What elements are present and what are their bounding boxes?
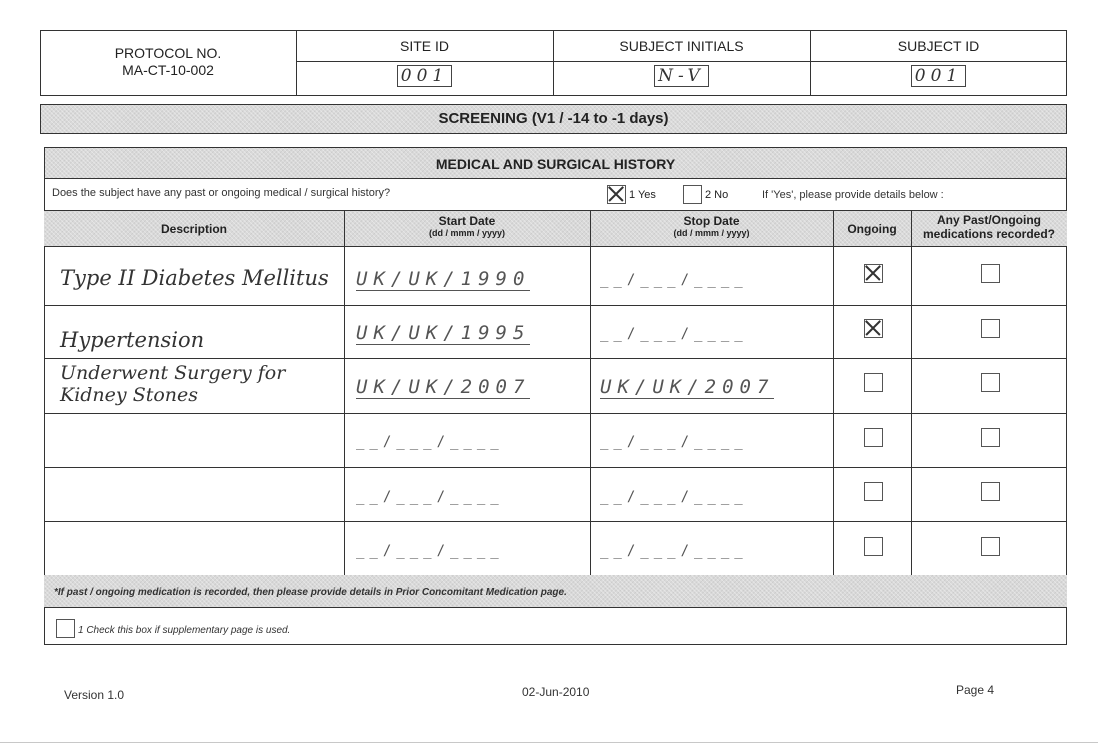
row-3-ongoing-checkbox[interactable] [864, 373, 883, 392]
row-6-ongoing-checkbox[interactable] [864, 537, 883, 556]
yes-checkbox[interactable] [607, 185, 626, 204]
row-4-ongoing-checkbox[interactable] [864, 428, 883, 447]
history-question: Does the subject have any past or ongoing medical / surgical history? [52, 187, 391, 199]
site-id-value: 001 [397, 65, 452, 87]
row-5-start-date[interactable]: __/___/____ [356, 489, 504, 505]
row-6-start-date[interactable]: __/___/____ [356, 543, 504, 559]
row-1-medications-checkbox[interactable] [981, 264, 1000, 283]
row-4-medications-checkbox[interactable] [981, 428, 1000, 447]
supplementary-checkbox[interactable] [56, 619, 75, 638]
scan-edge [0, 742, 1098, 743]
row-4-stop-date[interactable]: __/___/____ [600, 434, 748, 450]
subject-id-label: SUBJECT ID [897, 38, 980, 54]
row-line-5 [44, 521, 1067, 522]
row-1-description[interactable]: Type II Diabetes Mellitus [60, 266, 329, 290]
row-5-stop-date[interactable]: __/___/____ [600, 489, 748, 505]
row-3-medications-checkbox[interactable] [981, 373, 1000, 392]
row-line-3 [44, 413, 1067, 414]
footnote-text: *If past / ongoing medication is recorded, then please provide details in Prior Concomitant Medication page. [54, 587, 567, 598]
row-line-4 [44, 467, 1067, 468]
row-4-start-date[interactable]: __/___/____ [356, 434, 504, 450]
subject-initials-label: SUBJECT INITIALS [619, 38, 744, 54]
row-3-stop-date[interactable]: UK/UK/2007 [600, 376, 775, 398]
if-yes-instruction: If 'Yes', please provide details below : [762, 189, 944, 201]
col-stop-date [590, 214, 833, 238]
col-stop-date-format: (dd / mmm / yyyy) [673, 228, 750, 238]
protocol-label: PROTOCOL NO. [114, 45, 222, 61]
site-id-label: SITE ID [399, 38, 449, 54]
col-ongoing: Ongoing [847, 222, 897, 236]
yes-label: 1 Yes [629, 189, 656, 201]
subject-id-field[interactable] [810, 65, 1067, 87]
footer-page: Page 4 [956, 683, 995, 697]
row-1-start-date[interactable]: UK/UK/1990 [356, 268, 531, 290]
row-line-1 [44, 305, 1067, 306]
footer-date: 02-Jun-2010 [522, 685, 590, 699]
header-row-divider [296, 61, 1067, 62]
col-start-date-format: (dd / mmm / yyyy) [428, 228, 506, 238]
col-medications: Any Past/Ongoing medications recorded? [922, 213, 1056, 241]
col-description: Description [160, 222, 227, 236]
row-1-ongoing-checkbox[interactable] [864, 264, 883, 283]
row-2-stop-date[interactable]: __/___/____ [600, 326, 748, 342]
visit-banner [40, 104, 1067, 134]
protocol-value: MA-CT-10-002 [122, 62, 214, 78]
subject-id-value: 001 [911, 65, 966, 87]
row-2-ongoing-checkbox[interactable] [864, 319, 883, 338]
col-stop-date-title: Stop Date [683, 214, 740, 228]
subject-initials-value: N-V [654, 65, 709, 87]
row-6-medications-checkbox[interactable] [981, 537, 1000, 556]
footnote-bar [44, 575, 1067, 608]
row-2-medications-checkbox[interactable] [981, 319, 1000, 338]
row-3-start-date[interactable]: UK/UK/2007 [356, 376, 531, 398]
supplementary-label: 1 Check this box if supplementary page is used. [78, 625, 291, 636]
no-label: 2 No [705, 189, 729, 201]
row-6-stop-date[interactable]: __/___/____ [600, 543, 748, 559]
visit-banner-text: SCREENING (V1 / -14 to -1 days) [438, 110, 669, 127]
row-2-description[interactable]: Hypertension [60, 328, 205, 352]
footer-version: Version 1.0 [64, 688, 125, 702]
section-title [44, 147, 1067, 179]
row-1-stop-date[interactable]: __/___/____ [600, 272, 748, 288]
row-5-ongoing-checkbox[interactable] [864, 482, 883, 501]
row-3-description[interactable]: Underwent Surgery for Kidney Stones [60, 362, 286, 406]
col-start-date-title: Start Date [438, 214, 496, 228]
row-2-start-date[interactable]: UK/UK/1995 [356, 322, 531, 344]
subject-initials-field[interactable] [553, 65, 810, 87]
row-line-2 [44, 358, 1067, 359]
site-id-field[interactable] [296, 65, 553, 87]
no-checkbox[interactable] [683, 185, 702, 204]
col-start-date [344, 214, 590, 238]
row-5-medications-checkbox[interactable] [981, 482, 1000, 501]
section-title-text: MEDICAL AND SURGICAL HISTORY [435, 156, 676, 172]
